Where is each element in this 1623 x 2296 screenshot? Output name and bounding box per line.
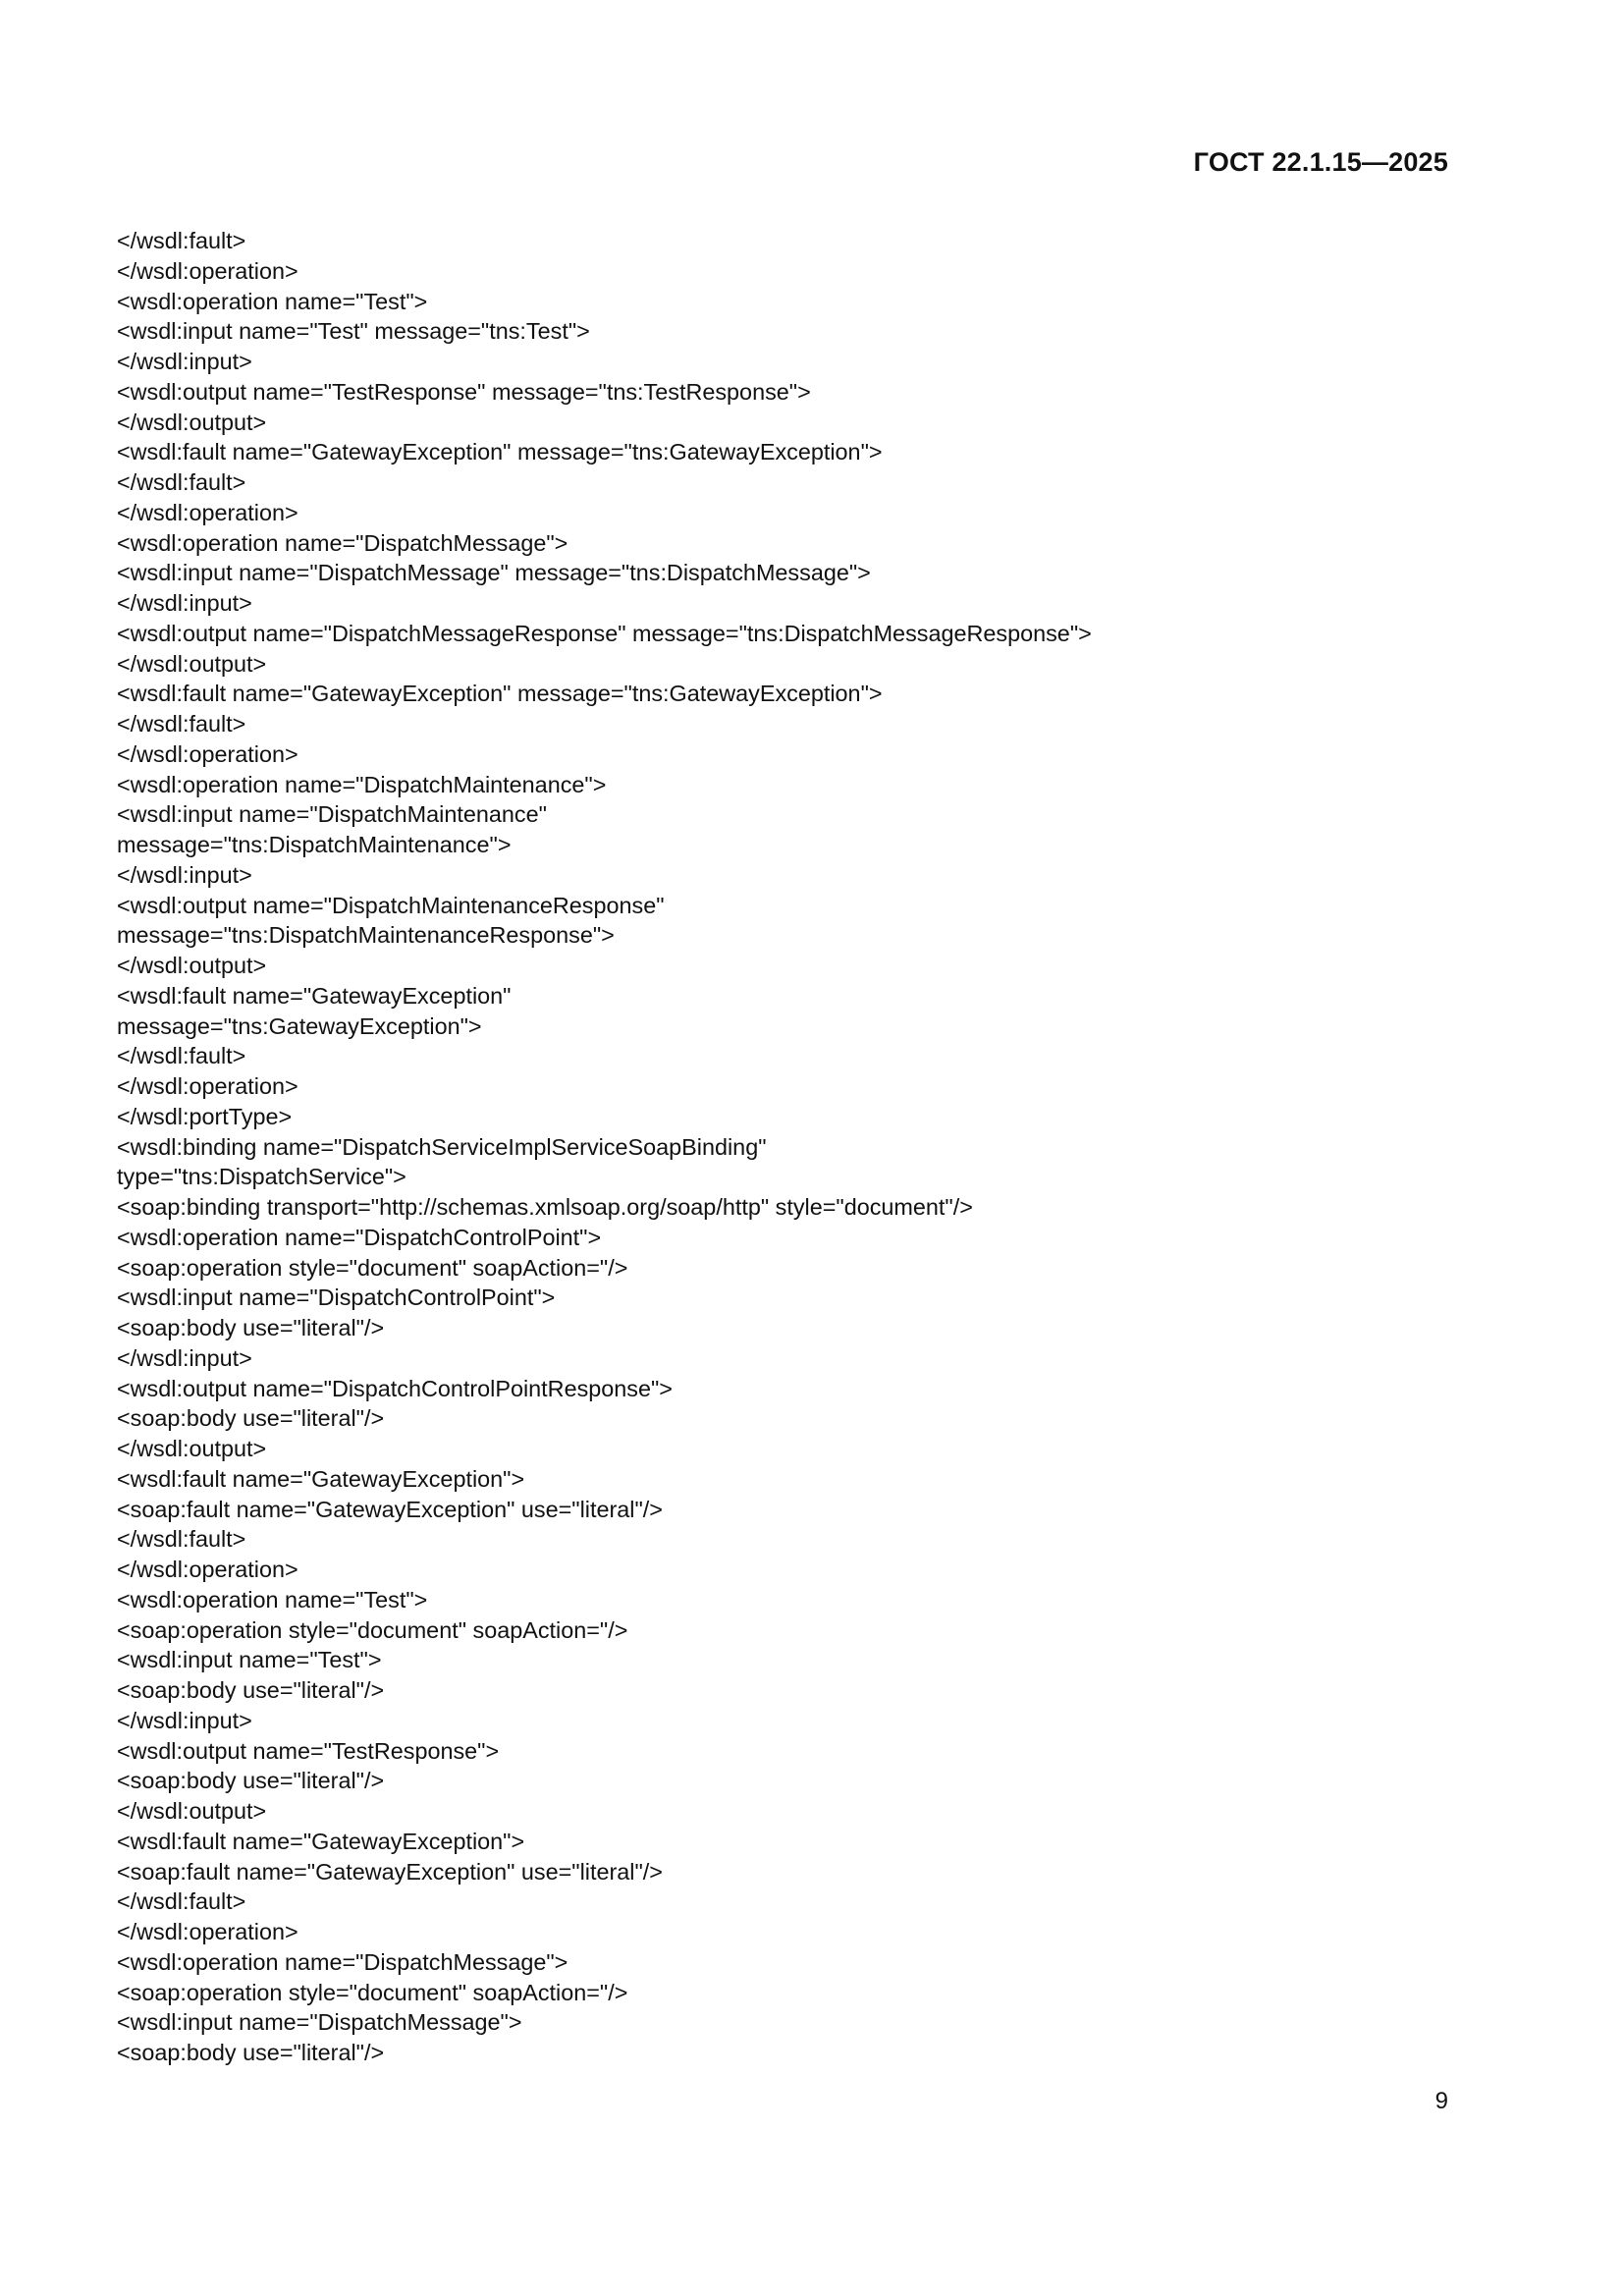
code-line: <soap:operation style="document" soapAction="/> xyxy=(117,1616,628,1643)
document-header: ГОСТ 22.1.15—2025 xyxy=(1193,147,1448,177)
code-line: <soap:operation style="document" soapAction="/> xyxy=(117,1254,628,1281)
code-line: type="tns:DispatchService"> xyxy=(117,1164,406,1190)
code-line: <wsdl:input name="DispatchMessage" message="tns:DispatchMessage"> xyxy=(117,560,871,586)
code-line: </wsdl:input> xyxy=(117,861,252,888)
code-line: </wsdl:fault> xyxy=(117,711,246,737)
code-line: <soap:binding transport="http://schemas.xmlsoap.org/soap/http" style="document"/> xyxy=(117,1194,973,1220)
code-line: </wsdl:input> xyxy=(117,1707,252,1733)
code-line: <wsdl:output name="DispatchMaintenanceResponse" xyxy=(117,892,665,918)
code-line: <soap:body use="literal"/> xyxy=(117,1405,385,1432)
code-line: <wsdl:input name="DispatchMaintenance" xyxy=(117,801,547,828)
code-line: <wsdl:fault name="GatewayException"> xyxy=(117,1465,525,1492)
code-line: <wsdl:input name="DispatchMessage"> xyxy=(117,2009,522,2036)
code-line: <soap:fault name="GatewayException" use="literal"/> xyxy=(117,1858,663,1885)
code-line: <wsdl:binding name="DispatchServiceImplServiceSoapBinding" xyxy=(117,1133,767,1160)
wsdl-code-listing xyxy=(117,226,1491,2068)
code-line: </wsdl:output> xyxy=(117,1798,267,1824)
code-line: <wsdl:operation name="Test"> xyxy=(117,1586,428,1613)
code-line: <soap:body use="literal"/> xyxy=(117,2040,385,2065)
code-line: message="tns:GatewayException"> xyxy=(117,1012,482,1039)
code-line: </wsdl:fault> xyxy=(117,228,246,253)
code-line: message="tns:DispatchMaintenance"> xyxy=(117,832,512,857)
code-line: </wsdl:operation> xyxy=(117,257,298,284)
code-line: <wsdl:output name="DispatchControlPointResponse"> xyxy=(117,1375,673,1401)
code-line: <wsdl:fault name="GatewayException" message="tns:GatewayException"> xyxy=(117,439,883,465)
code-line: <wsdl:operation name="DispatchControlPoint"> xyxy=(117,1224,602,1250)
code-line: </wsdl:operation> xyxy=(117,1073,298,1099)
code-line: </wsdl:output> xyxy=(117,650,267,677)
code-line: <wsdl:output name="TestResponse"> xyxy=(117,1737,500,1764)
code-line: </wsdl:portType> xyxy=(117,1103,293,1129)
code-line: <wsdl:operation name="DispatchMessage"> xyxy=(117,529,568,556)
code-line: </wsdl:input> xyxy=(117,590,252,616)
code-line: </wsdl:fault> xyxy=(117,1043,246,1069)
code-line: <soap:operation style="document" soapAction="/> xyxy=(117,1979,628,2005)
code-line: <soap:body use="literal"/> xyxy=(117,1315,385,1340)
code-line: </wsdl:fault> xyxy=(117,1526,246,1553)
code-line: <soap:fault name="GatewayException" use="literal"/> xyxy=(117,1496,663,1522)
code-line: </wsdl:fault> xyxy=(117,469,246,495)
code-line: <wsdl:input name="Test" message="tns:Test"> xyxy=(117,318,590,345)
code-line: </wsdl:output> xyxy=(117,953,267,978)
code-line: <wsdl:operation name="DispatchMaintenance"> xyxy=(117,771,607,797)
code-line: <wsdl:input name="DispatchControlPoint"> xyxy=(117,1285,556,1311)
code-line: <wsdl:fault name="GatewayException" xyxy=(117,982,512,1009)
code-line: <wsdl:fault name="GatewayException" message="tns:GatewayException"> xyxy=(117,681,883,707)
code-line: <wsdl:operation name="DispatchMessage"> xyxy=(117,1948,568,1975)
code-line: </wsdl:output> xyxy=(117,409,267,435)
code-line: </wsdl:operation> xyxy=(117,1557,298,1582)
code-line: <soap:body use="literal"/> xyxy=(117,1677,385,1703)
code-line: </wsdl:input> xyxy=(117,349,252,374)
code-line: message="tns:DispatchMaintenanceResponse"> xyxy=(117,922,615,949)
code-line: </wsdl:operation> xyxy=(117,499,298,525)
code-line: </wsdl:fault> xyxy=(117,1888,246,1915)
code-line: </wsdl:output> xyxy=(117,1436,267,1461)
code-line: <wsdl:fault name="GatewayException"> xyxy=(117,1828,525,1854)
code-line: </wsdl:operation> xyxy=(117,740,298,767)
code-line: <soap:body use="literal"/> xyxy=(117,1768,385,1794)
code-line: <wsdl:input name="Test"> xyxy=(117,1647,382,1673)
code-line: <wsdl:output name="DispatchMessageResponse" message="tns:DispatchMessageResponse"> xyxy=(117,620,1092,646)
code-line: </wsdl:input> xyxy=(117,1344,252,1371)
code-line: <wsdl:output name="TestResponse" message="tns:TestResponse"> xyxy=(117,378,811,405)
code-line: <wsdl:operation name="Test"> xyxy=(117,288,428,314)
code-line: </wsdl:operation> xyxy=(117,1919,298,1944)
page-number: 9 xyxy=(1434,2088,1448,2114)
